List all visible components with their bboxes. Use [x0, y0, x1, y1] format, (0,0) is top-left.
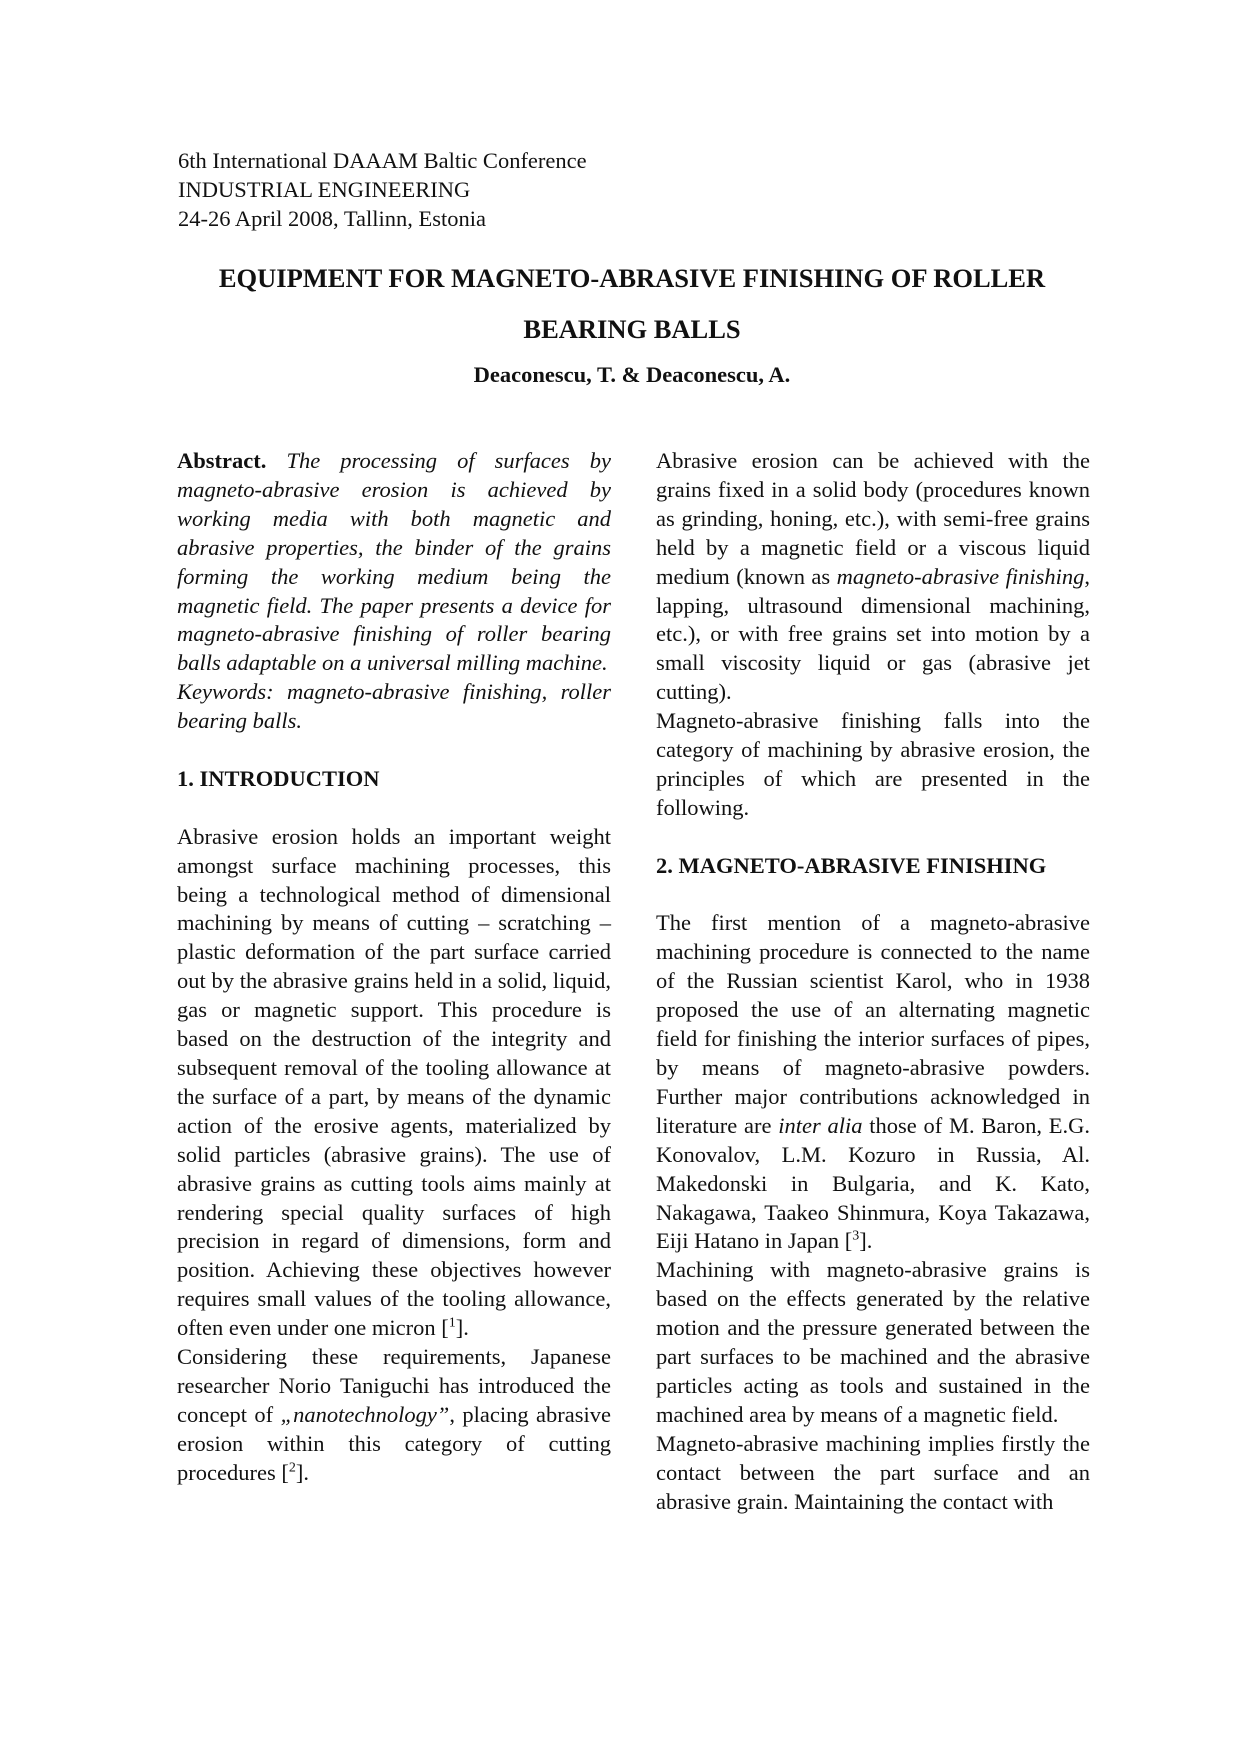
section-1-paragraph-2: Considering these requirements, Japanese researcher Norio Taniguchi has introduced the concept of „nanotechnology”, placing abrasive erosion within this category of cutting procedures [$^2$].	[177, 1344, 611, 1485]
section-2-paragraph-1: The first mention of a magneto-abrasive machining procedure is connected to the name of the Russian scientist Karol, who in 1938 proposed the use of an alternating magnetic field for finishing the interior surfaces of pipes, by means of magneto-abrasive powders. Further major contributions acknowledged in literature are inter alia those of M. Baron, E.G. Konovalov, L.M. Kozuro in Russia, Al. Makedonski in Bulgaria, and K. Kato, Nakagawa, Taakeo Shinmura, Koya Takazawa, Eiji Hatano in Japan [$^3$].	[656, 910, 1090, 1254]
paper-title-line-1: EQUIPMENT FOR MAGNETO-ABRASIVE FINISHING OF ROLLER	[218, 263, 1046, 293]
abstract	[177, 447, 611, 678]
reference-1: 1	[448, 1315, 456, 1331]
paper-authors: Deaconescu, T. & Deaconescu, A.	[473, 362, 791, 387]
keywords: Keywords: magneto-abrasive finishing, roller bearing balls.	[177, 679, 611, 734]
section-2-paragraph-2: Machining with magneto-abrasive grains is based on the effects generated by the relative motion and the pressure generated between the part surfaces to be machined and the abrasive particles acting as tools and sustained in the machined area by means of a magnetic field.	[656, 1257, 1090, 1427]
conference-date-place: 24-26 April 2008, Tallinn, Estonia	[178, 206, 486, 231]
reference-2: 2	[288, 1460, 296, 1476]
right-paragraph-2: Magneto-abrasive finishing falls into the category of machining by abrasive erosion, the principles of which are presented in the following.	[656, 708, 1090, 820]
left-column	[177, 447, 611, 1488]
reference-3: 3	[852, 1228, 860, 1244]
conference-topic: INDUSTRIAL ENGINEERING	[178, 177, 471, 202]
right-paragraph-1: Abrasive erosion can be achieved with the grains fixed in a solid body (procedures known as grinding, honing, etc.), with semi-free grains held by a magnetic field or a viscous liquid medium (known as magneto-abrasive finishing, lapping, ultrasound dimensional machining, etc.), or with free grains set into motion by a small viscosity liquid or gas (abrasive jet cutting).	[656, 448, 1090, 705]
section-1-paragraph-1: Abrasive erosion holds an important weight amongst surface machining processes, this being a technological method of dimensional machining by means of cutting – scratching – plastic deformation of the part surface carried out by the abrasive grains held in a solid, liquid, gas or magnetic support. This procedure is based on the destruction of the integrity and subsequent removal of the tooling allowance at the surface of a part, by means of the dynamic action of the erosive agents, materialized by solid particles (abrasive grains). The use of abrasive grains as cutting tools aims mainly at rendering special quality surfaces of high precision in regard of dimensions, form and position. Achieving these objectives however requires small values of the tooling allowance, often even under one micron [$^1$].	[177, 823, 611, 1341]
abstract-label: Abstract.	[177, 448, 267, 473]
inter-alia-term: inter alia	[778, 1112, 863, 1138]
paper-title-line-2: BEARING BALLS	[523, 314, 741, 344]
conference-name: 6th International DAAAM Baltic Conference	[178, 148, 587, 173]
right-column	[656, 447, 1090, 1517]
section-2-paragraph-3: Magneto-abrasive machining implies firstly the contact between the part surface and an abrasive grain. Maintaining the contact with	[656, 1430, 1090, 1514]
nanotechnology-term: „nanotechnology”	[280, 1401, 450, 1427]
magneto-abrasive-finishing-term: magneto-abrasive finishing	[836, 563, 1085, 589]
section-1-heading: 1. INTRODUCTION	[177, 765, 380, 791]
abstract-text: The processing of surfaces by magneto-abrasive erosion is achieved by working media with both magnetic and abrasive properties, the binder of the grains forming the working medium being the magnetic field. The paper presents a device for magneto-abrasive finishing of roller bearing balls adaptable on a universal milling machine.	[177, 448, 611, 676]
conference-header	[178, 146, 587, 233]
section-2-heading: 2. MAGNETO-ABRASIVE FINISHING	[656, 852, 1047, 878]
